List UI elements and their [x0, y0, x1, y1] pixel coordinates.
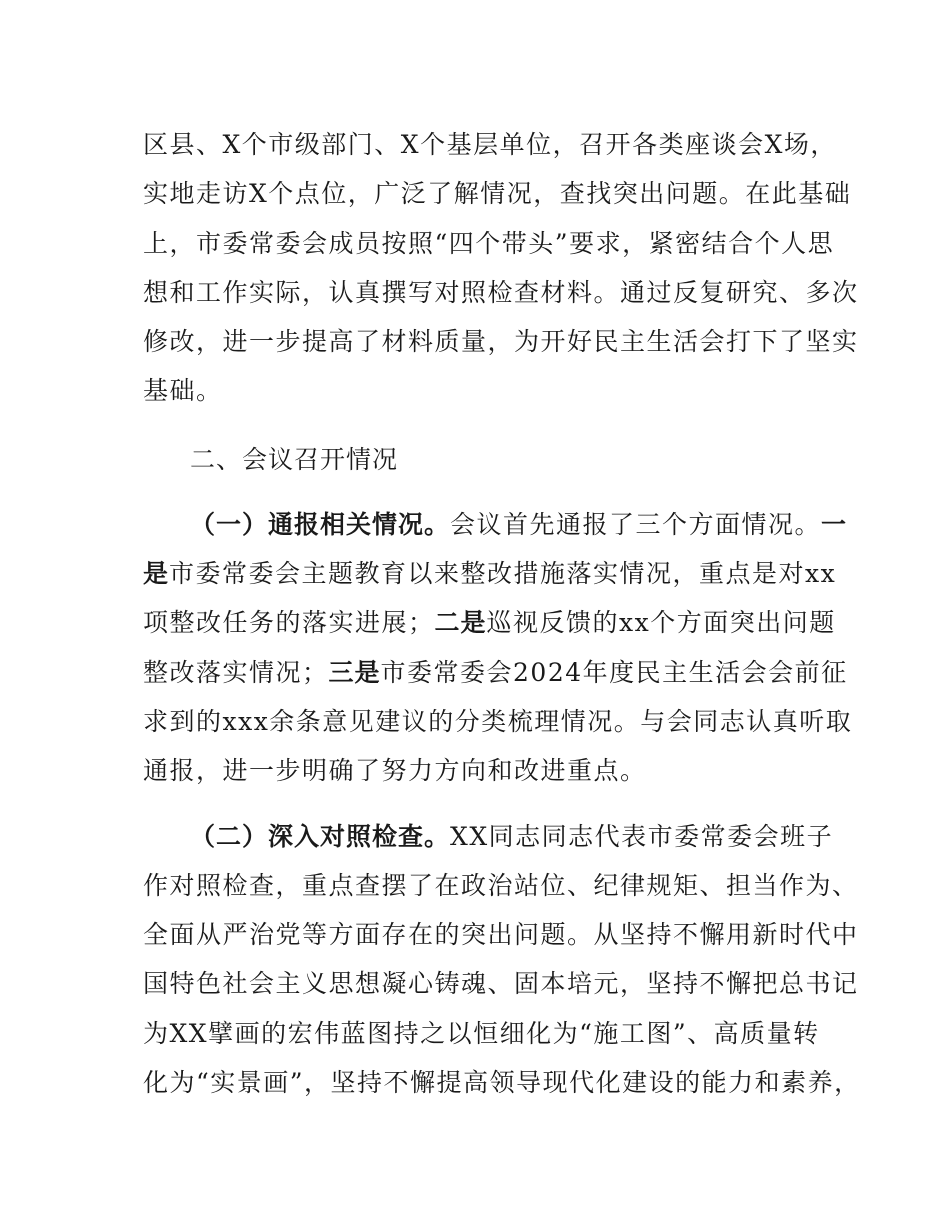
marker-1-part-a: 一 [821, 510, 848, 539]
subsection-2-line-4: 国特色社会主义思想凝心铸魂、固本培元，坚持不懈把总书记 [143, 969, 859, 998]
subsection-2-title: （二）深入对照检查。 [190, 822, 451, 851]
paragraph-1-line-2: 实地走访X个点位，广泛了解情况，查找突出问题。在此基础 [143, 179, 852, 208]
paragraph-1-line-1: 区县、X个市级部门、X个基层单位，召开各类座谈会X场， [143, 130, 837, 159]
subsection-1-line-2: 是市委常委会主题教育以来整改措施落实情况，重点是对xx [143, 559, 837, 588]
subsection-1-intro: 会议首先通报了三个方面情况。 [450, 510, 822, 539]
paragraph-1-line-4: 想和工作实际，认真撰写对照检查材料。通过反复研究、多次 [143, 278, 859, 307]
section-heading: 二、会议召开情况 [190, 445, 399, 474]
subsection-2-line-2: 作对照检查，重点查摆了在政治站位、纪律规矩、担当作为、 [143, 871, 859, 900]
marker-3: 三是 [328, 658, 381, 687]
subsection-2-line-1: （二）深入对照检查。XX同志同志代表市委常委会班子 [190, 822, 834, 851]
paragraph-1-line-6: 基础。 [143, 376, 223, 405]
subsection-2-line-3: 全面从严治党等方面存在的突出问题。从坚持不懈用新时代中 [143, 920, 859, 949]
subsection-1-line-6: 通报，进一步明确了努力方向和改进重点。 [143, 756, 647, 785]
subsection-1-line-4: 整改落实情况；三是市委常委会2024年度民主生活会会前征 [143, 658, 848, 687]
paragraph-1-line-3: 上，市委常委会成员按照“四个带头”要求，紧密结合个人思 [143, 229, 835, 258]
subsection-1-line-5: 求到的xxx余条意见建议的分类梳理情况。与会同志认真听取 [143, 707, 853, 736]
marker-2: 二是 [434, 608, 487, 637]
subsection-1-title: （一）通报相关情况。 [190, 510, 451, 539]
paragraph-1-line-5: 修改，进一步提高了材料质量，为开好民主生活会打下了坚实 [143, 327, 859, 356]
subsection-2-line-6: 化为“实景画”，坚持不懈提高领导现代化建设的能力和素养， [143, 1068, 861, 1097]
subsection-2-line-5: 为XX擘画的宏伟蓝图持之以恒细化为“施工图”、高质量转 [143, 1019, 820, 1048]
subsection-1-line-1 [190, 508, 847, 542]
marker-1-part-b: 是 [143, 559, 170, 588]
subsection-1-line-3: 项整改任务的落实进展；二是巡视反馈的xx个方面突出问题 [143, 608, 836, 637]
